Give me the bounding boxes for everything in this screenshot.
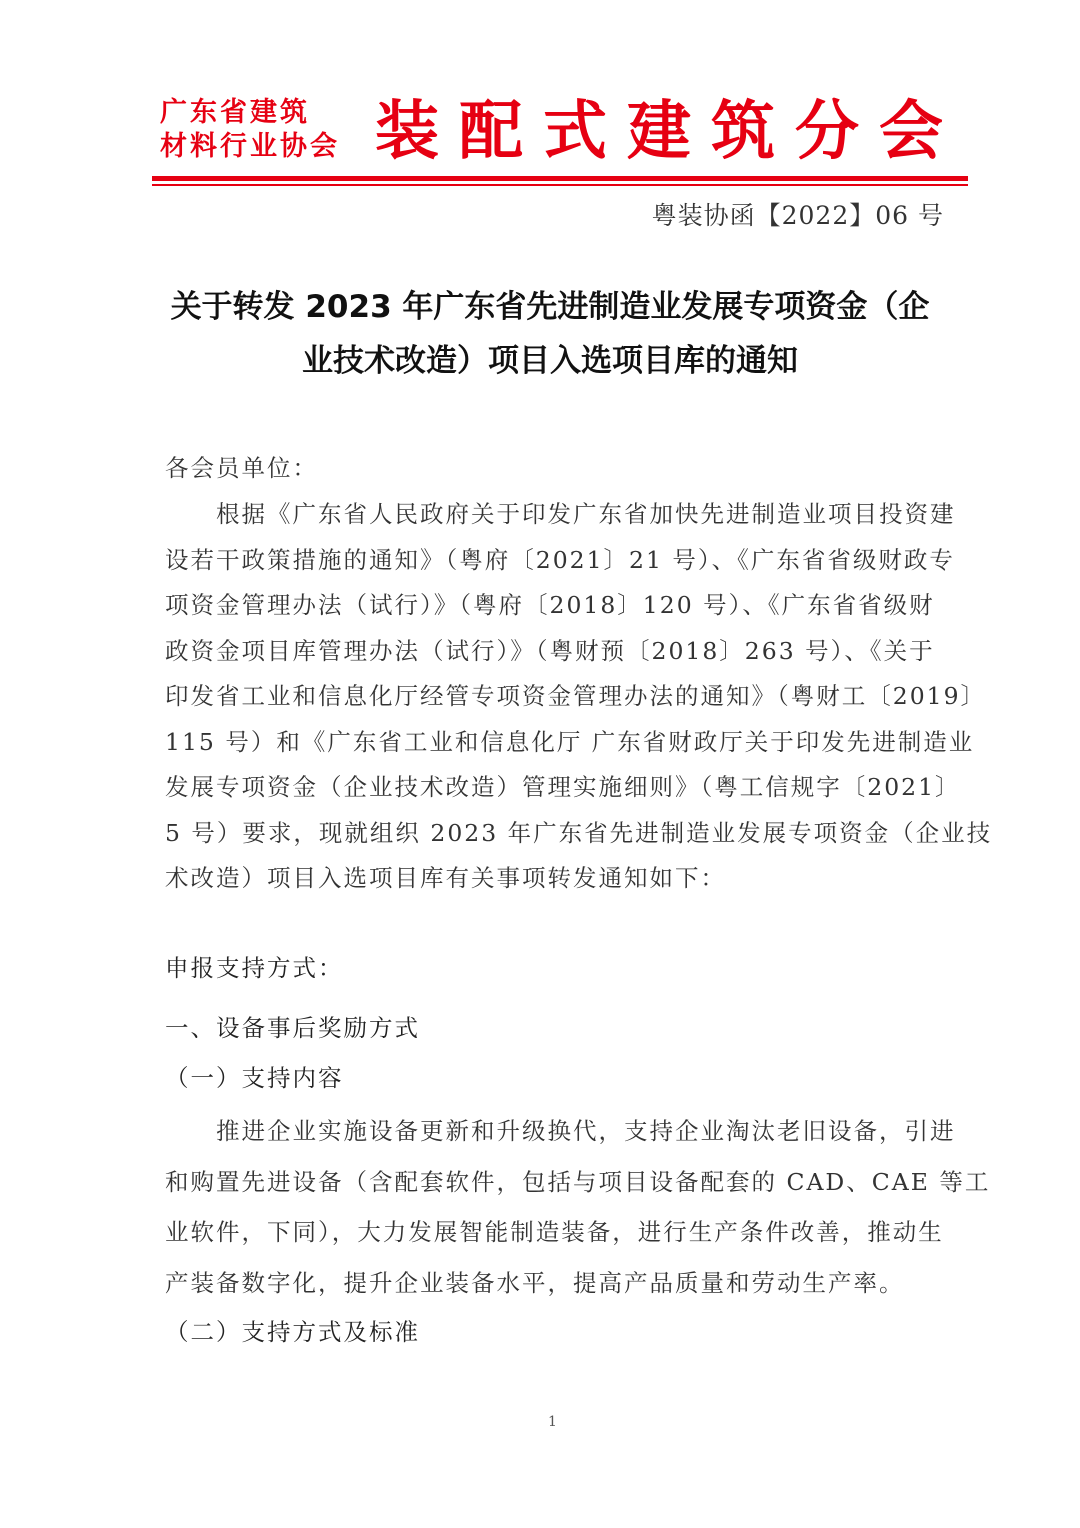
heading-support-method: 申报支持方式： bbox=[165, 954, 344, 982]
organization-name bbox=[160, 96, 360, 164]
letterhead bbox=[160, 92, 970, 172]
paragraph-line: 和购置先进设备（含配套软件，包括与项目设备配套的 CAD、CAE 等工 bbox=[165, 1167, 991, 1196]
paragraph-line: 业软件，下同），大力发展智能制造装备，进行生产条件改善，推动生 bbox=[165, 1218, 944, 1246]
salutation: 各会员单位： bbox=[165, 454, 318, 482]
document-number: 粤装协函【2022】06 号 bbox=[651, 201, 944, 230]
document-title bbox=[150, 280, 950, 388]
paragraph-support-content bbox=[165, 1106, 991, 1308]
paragraph-line: 政资金项目库管理办法（试行）》（粤财预〔2018〕263 号）、《关于 bbox=[165, 636, 935, 665]
paragraph-line: 115 号）和《广东省工业和信息化厅 广东省财政厅关于印发先进制造业 bbox=[165, 727, 975, 756]
paragraph-line: 5 号）要求，现就组织 2023 年广东省先进制造业发展专项资金（企业技 bbox=[165, 818, 993, 847]
document-title-line1: 关于转发 2023 年广东省先进制造业发展专项资金（企 bbox=[170, 289, 930, 325]
paragraph-line: 术改造）项目入选项目库有关事项转发通知如下： bbox=[165, 864, 726, 892]
paragraph-basis bbox=[165, 492, 993, 902]
document-title-line2: 业技术改造）项目入选项目库的通知 bbox=[302, 343, 798, 379]
heading-subsection-2: （二）支持方式及标准 bbox=[165, 1318, 420, 1346]
paragraph-line: 印发省工业和信息化厅经管专项资金管理办法的通知》（粤财工〔2019〕 bbox=[165, 682, 987, 710]
heading-subsection-1: （一）支持内容 bbox=[165, 1064, 344, 1092]
letterhead-rule-thin bbox=[152, 184, 968, 186]
organization-name-line2: 材料行业协会 bbox=[160, 131, 340, 162]
branch-name: 装配式建筑分会 bbox=[375, 95, 963, 169]
paragraph-line: 根据《广东省人民政府关于印发广东省加快先进制造业项目投资建 bbox=[165, 500, 956, 528]
paragraph-line: 设若干政策措施的通知》（粤府〔2021〕21 号）、《广东省省级财政专 bbox=[165, 545, 955, 574]
organization-name-line1: 广东省建筑 bbox=[160, 97, 310, 128]
paragraph-line: 项资金管理办法（试行）》（粤府〔2018〕120 号）、《广东省省级财 bbox=[165, 591, 935, 619]
page-number: 1 bbox=[548, 1414, 557, 1430]
letterhead-rule-thick bbox=[152, 176, 968, 181]
paragraph-line: 发展专项资金（企业技术改造）管理实施细则》（粤工信规字〔2021〕 bbox=[165, 773, 961, 801]
paragraph-line: 产装备数字化，提升企业装备水平，提高产品质量和劳动生产率。 bbox=[165, 1268, 905, 1297]
paragraph-line: 推进企业实施设备更新和升级换代，支持企业淘汰老旧设备，引进 bbox=[165, 1117, 956, 1145]
heading-section-1: 一、设备事后奖励方式 bbox=[165, 1014, 420, 1042]
